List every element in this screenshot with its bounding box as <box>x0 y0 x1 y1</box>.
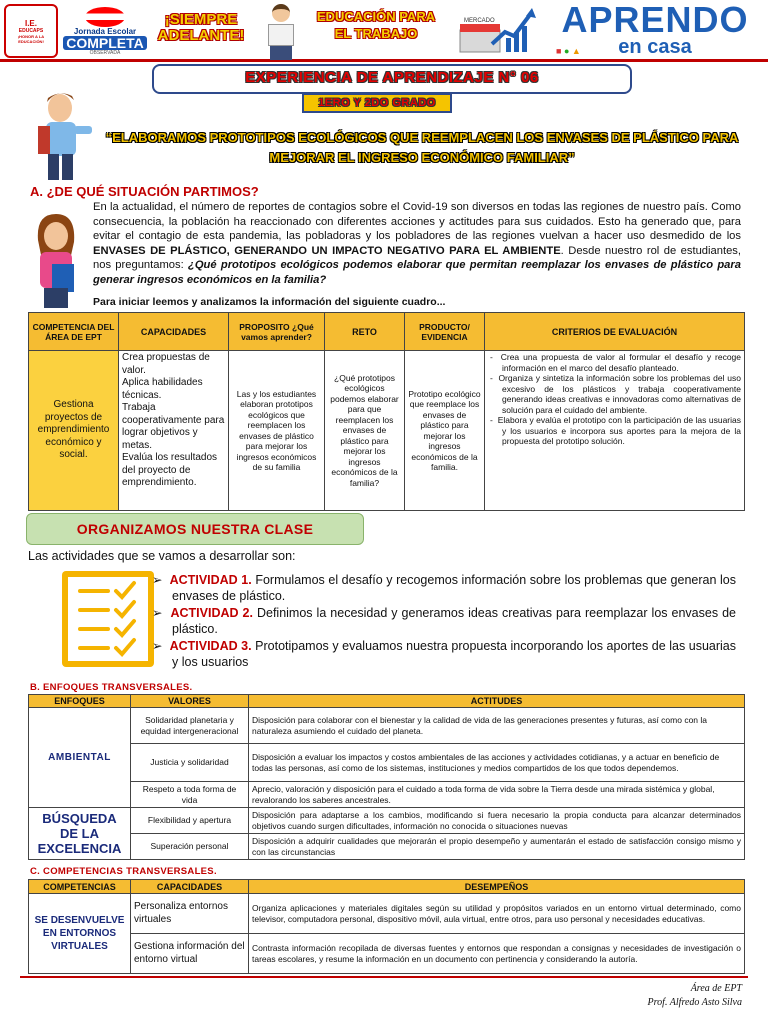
footer-area: Área de EPT <box>690 983 742 994</box>
organize-banner: ORGANIZAMOS NUESTRA CLASE <box>26 513 364 545</box>
activity-text: Prototipamos y evaluamos nuestra propuesta incorporando los aportes de las usuarias y los usuarios <box>172 639 737 669</box>
grade-badge <box>302 93 452 113</box>
jec-text: Jornada Escolar <box>73 26 137 36</box>
t1-header-criterios: CRITERIOS DE EVALUACIÓN <box>485 313 745 351</box>
activities-intro: Las actividades que se vamos a desarrollar son: <box>28 549 296 563</box>
t3-capacidad: Gestiona información del entorno virtual <box>131 934 249 974</box>
activity-list <box>152 572 736 670</box>
page-header <box>0 0 768 62</box>
t2-actitud: Disposición a adquirir cualidades que mejorarán el propio desempeño y aumentarán el estado de satisfacción consigo mismo y con las circunstancias <box>249 834 745 860</box>
t2-valor: Justicia y solidaridad <box>131 744 249 782</box>
activity-item <box>152 638 736 670</box>
section-c-heading: C. COMPETENCIAS TRANSVERSALES. <box>30 866 217 877</box>
activity-label: ACTIVIDAD 1. <box>169 573 252 587</box>
arrow-icon: ➢ <box>152 573 170 587</box>
jec-big: COMPLETA <box>63 36 147 50</box>
t1-header-reto: RETO <box>325 313 405 351</box>
school-logo-text: I.E. <box>24 18 37 28</box>
t1-capacidad: Trabaja cooperativamente para lograr objetivos y metas. <box>122 402 225 451</box>
school-logo-sub: EDUCAPS <box>18 27 44 34</box>
t1-competencia: Gestiona proyectos de emprendimiento económico y social. <box>29 351 119 511</box>
footer <box>500 982 742 1010</box>
t2-actitud: Disposición para adaptarse a los cambios, modificando si fuera necesario la propia conducta para alcanzar determinados objetivos cuando surgen dificultades, información no conocida o situaciones nuevas <box>249 808 745 834</box>
jec-logo <box>64 6 146 56</box>
t2-valor: Superación personal <box>131 834 249 860</box>
ept-line2: EL TRABAJO <box>334 25 418 41</box>
checklist-icon <box>62 571 154 667</box>
jec-sub: OBSERVADA <box>89 49 121 56</box>
section-a-heading: A. ¿DE QUÉ SITUACIÓN PARTIMOS? <box>30 184 259 199</box>
footer-teacher: Prof. Alfredo Asto Silva <box>647 997 742 1008</box>
slogan <box>146 12 256 44</box>
situation-question: ¿Qué prototipos ecológicos podemos elaborar que permitan reemplazar los envases de plástico para generar ingresos económicos en la familia? <box>93 259 741 286</box>
t1-criterio: - Organiza y sintetiza la información sobre los problemas del uso excesivo de los plásticos y trabaja cooperativamente generando ideas creativas e innovadoras como alternativas de solución para el cuidado del ambiente. <box>490 373 741 415</box>
experience-title: EXPERIENCIA DE APRENDIZAJE N° 06 <box>245 69 539 86</box>
t1-criterios <box>485 351 745 511</box>
t1-header-competencia: COMPETENCIA DEL ÁREA DE EPT <box>29 313 119 351</box>
t2-enfoque-ambiental: AMBIENTAL <box>29 708 131 808</box>
footer-rule <box>20 976 748 978</box>
t2-header-valores: VALORES <box>131 695 249 708</box>
t1-producto: Prototipo ecológico que reemplace los envases de plástico para mejorar los ingresos económicos de la familia. <box>405 351 485 511</box>
activity-text: Definimos la necesidad y generamos ideas creativas para reemplazar los envases de plástico. <box>172 606 736 636</box>
teacher-man-icon <box>30 88 96 184</box>
competencias-table <box>28 312 745 511</box>
t1-capacidad: Evalúa los resultados del proyecto de emprendimiento. <box>122 452 218 488</box>
situation-text-end: . Desde nuestro rol de estudiantes, nos preguntamos: <box>93 244 741 272</box>
t1-header-proposito: PROPOSITO ¿Qué vamos aprender? <box>229 313 325 351</box>
t2-enfoque-excelencia: BÚSQUEDA DE LA EXCELENCIA <box>29 808 131 860</box>
t3-desempeno: Organiza aplicaciones y materiales digitales según su utilidad y propósitos variados en un entorno virtual determinado, como televisor, computadora personal, dispositivo móvil, aula virtual, entre otros, para uso personal y necesidades educativas. <box>249 894 745 934</box>
t1-capacidad: Aplica habilidades técnicas. <box>122 377 203 401</box>
t1-criterio: - Crea una propuesta de valor al formular el desafío y recoge información en el marco del desafío planteado. <box>490 352 742 373</box>
slogan-line1: ¡SIEMPRE <box>164 11 238 28</box>
t2-valor: Respeto a toda forma de vida <box>131 782 249 808</box>
t1-reto: ¿Qué prototipos ecológicos podemos elaborar para que reemplacen los envases de plástico para mejorar los ingresos económicos de la familia? <box>325 351 405 511</box>
t3-header-capacidades: CAPACIDADES <box>131 880 249 894</box>
market-growth-icon <box>450 4 540 58</box>
t1-header-capacidades: CAPACIDADES <box>119 313 229 351</box>
section-b-heading: B. ENFOQUES TRANSVERSALES. <box>30 682 193 693</box>
market-label: MERCADO <box>464 18 495 24</box>
school-logo <box>4 4 58 58</box>
competencias-transversales-table <box>28 879 745 974</box>
teacher-woman-icon <box>26 210 88 310</box>
student-boy-icon <box>258 2 304 60</box>
situation-paragraph <box>93 200 741 288</box>
slogan-line2: ADELANTE! <box>157 26 245 44</box>
enfoques-table <box>28 694 745 860</box>
t2-header-enfoques: ENFOQUES <box>29 695 131 708</box>
arrow-icon: ➢ <box>152 606 171 620</box>
activity-label: ACTIVIDAD 3. <box>169 639 252 653</box>
arrow-icon: ➢ <box>152 639 170 653</box>
t1-header-producto: PRODUCTO/ EVIDENCIA <box>405 313 485 351</box>
t2-header-actitudes: ACTITUDES <box>249 695 745 708</box>
situation-bold: ENVASES DE PLÁSTICO, GENERANDO UN IMPACTO NEGATIVO PARA EL AMBIENTE <box>93 244 561 257</box>
t2-valor: Solidaridad planetaria y equidad intergeneracional <box>131 708 249 744</box>
ept-title <box>306 10 446 40</box>
t3-header-desempenos: DESEMPEÑOS <box>249 880 745 894</box>
t1-capacidad: Crea propuestas de valor. <box>122 352 210 376</box>
t3-capacidad: Personaliza entornos virtuales <box>131 894 249 934</box>
aprendo-en-casa-logo <box>548 2 762 58</box>
school-logo-motto: ¡HONOR A LA EDUCACIÓN! <box>17 33 45 44</box>
situation-text: En la actualidad, el número de reportes de contagios sobre el Covid-19 son diversos en todas las regiones de nuestro país. Como consecuencia, la población ha reaccionado con diferentes acciones y actitudes para sus cuidados. Esto ha generado que, para evitar el contagio de esta pandemia, las pobladoras y los pobladores de las regiones vuelvan a hacer uso desmedido de los <box>93 201 741 243</box>
t2-actitud: Disposición a evaluar los impactos y costos ambientales de las acciones y actividades cotidianas, y a actuar en beneficio de todas las personas, así como de los sistemas, instituciones y medios compartidos de los que todos dependemos. <box>249 744 745 782</box>
aprendo-text: APRENDO <box>561 0 749 40</box>
activity-item <box>152 605 736 637</box>
t3-competencia: SE DESENVUELVE EN ENTORNOS VIRTUALES <box>29 894 131 974</box>
t1-proposito: Las y los estudiantes elaboran prototipos ecológicos que reemplacen los envases de plástico para mejorar los ingresos económicos de su familia <box>229 351 325 511</box>
t3-header-competencias: COMPETENCIAS <box>29 880 131 894</box>
activity-label: ACTIVIDAD 2. <box>170 606 253 620</box>
experience-tagline: “ELABORAMOS PROTOTIPOS ECOLÓGICOS QUE REEMPLACEN LOS ENVASES DE PLÁSTICO PARA MEJORAR EL INGRESO ECONÓMICO FAMILIAR” <box>105 130 739 165</box>
ept-line1: EDUCACIÓN PARA <box>316 9 436 24</box>
jec-flag-icon <box>85 7 125 27</box>
grade-text: 1ERO Y 2DO GRADO <box>318 97 436 109</box>
t3-desempeno: Contrasta información recopilada de diversas fuentes y entornos que respondan a consignas y necesidades de investigación o tareas escolares, y resume la información en un documento con pertinencia y considerando la autoría. <box>249 934 745 974</box>
t2-valor: Flexibilidad y apertura <box>131 808 249 834</box>
t2-actitud: Disposición para colaborar con el bienestar y la calidad de vida de las generaciones presentes y futuras, así como con la naturaleza asumiendo el cuidado del planeta. <box>249 708 745 744</box>
en-casa-text: en casa <box>618 36 692 58</box>
activity-item <box>152 572 736 604</box>
activity-text: Formulamos el desafío y recogemos información sobre los problemas que generan los envases de plástico. <box>172 573 737 603</box>
t1-criterio: - Elabora y evalúa el prototipo con la participación de las usuarias y los usuarios e incorpora sus aportes para la mejora de la propuesta del prototipo solución. <box>490 415 741 446</box>
aprendo-dots-icon: ■ ● ▲ <box>556 46 581 56</box>
t2-actitud: Aprecio, valoración y disposición para el cuidado a toda forma de vida sobre la Tierra desde una mirada sistémica y global, revalorando los saberes ancestrales. <box>249 782 745 808</box>
t1-capacidades <box>119 351 229 511</box>
table-intro: Para iniciar leemos y analizamos la información del siguiente cuadro... <box>93 296 446 308</box>
